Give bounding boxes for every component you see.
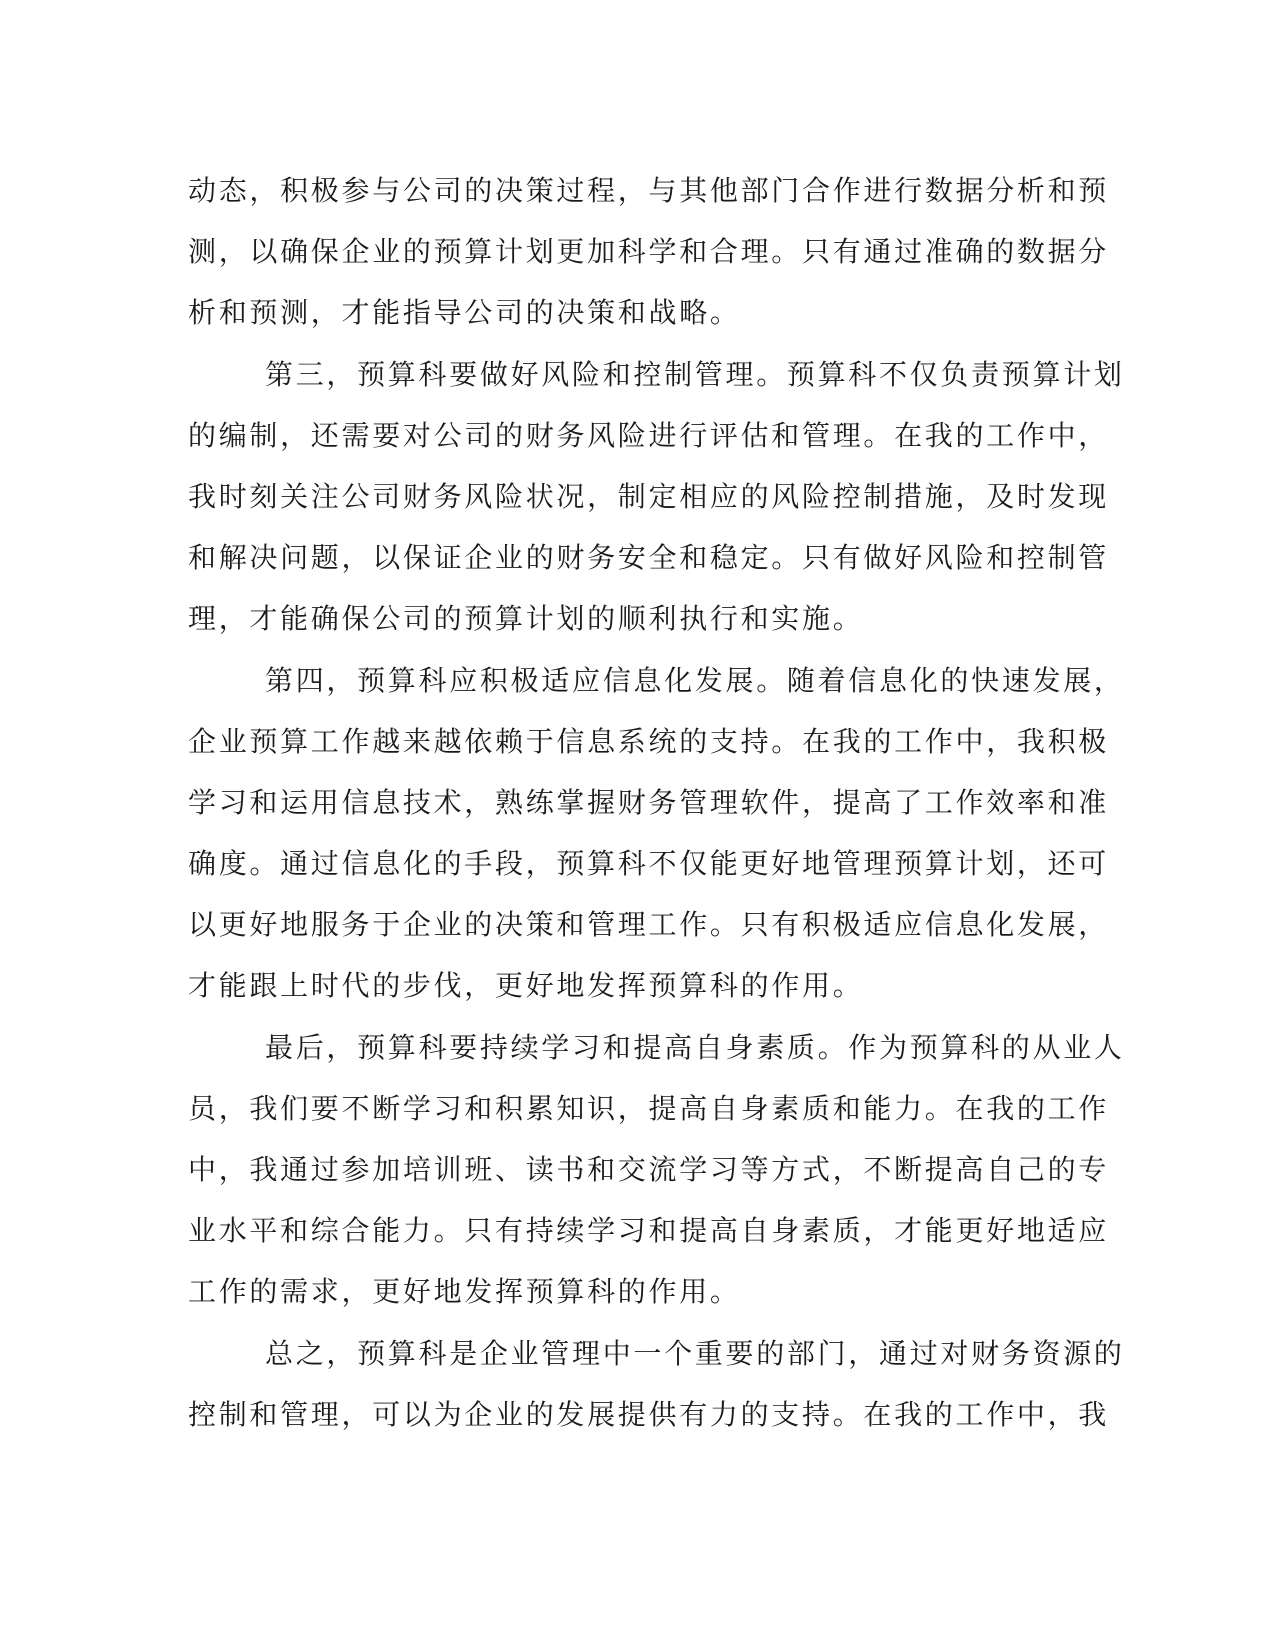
text-line: 确度。通过信息化的手段，预算科不仅能更好地管理预算计划，还可 [188,847,1110,881]
text-line: 企业预算工作越来越依赖于信息系统的支持。在我的工作中，我积极 [188,724,1110,758]
paragraph-first-line: 第四，预算科应积极适应信息化发展。随着信息化的快速发展， [265,663,1125,697]
text-line: 业水平和综合能力。只有持续学习和提高自身素质，才能更好地适应 [188,1214,1110,1248]
text-line: 员，我们要不断学习和积累知识，提高自身素质和能力。在我的工作 [188,1091,1110,1125]
text-line: 才能跟上时代的步伐，更好地发挥预算科的作用。 [188,969,864,1003]
text-line: 控制和管理，可以为企业的发展提供有力的支持。在我的工作中，我 [188,1397,1110,1431]
text-line: 我时刻关注公司财务风险状况，制定相应的风险控制措施，及时发现 [188,479,1110,513]
paragraph-first-line: 总之，预算科是企业管理中一个重要的部门，通过对财务资源的 [265,1336,1125,1370]
paragraph-first-line: 第三，预算科要做好风险和控制管理。预算科不仅负责预算计划 [265,357,1125,391]
text-line: 学习和运用信息技术，熟练掌握财务管理软件，提高了工作效率和准 [188,785,1110,819]
text-line: 析和预测，才能指导公司的决策和战略。 [188,296,741,330]
text-line: 中，我通过参加培训班、读书和交流学习等方式，不断提高自己的专 [188,1153,1110,1186]
text-line: 动态，积极参与公司的决策过程，与其他部门合作进行数据分析和预 [188,174,1110,207]
text-line: 和解决问题，以保证企业的财务安全和稳定。只有做好风险和控制管 [188,541,1110,575]
paragraph-first-line: 最后，预算科要持续学习和提高自身素质。作为预算科的从业人 [265,1030,1125,1064]
text-line: 理，才能确保公司的预算计划的顺利执行和实施。 [188,602,864,636]
text-line: 工作的需求，更好地发挥预算科的作用。 [188,1275,741,1309]
body-text [188,160,1125,1445]
text-line: 测，以确保企业的预算计划更加科学和合理。只有通过准确的数据分 [188,235,1110,269]
text-line: 的编制，还需要对公司的财务风险进行评估和管理。在我的工作中， [188,418,1110,452]
text-line: 以更好地服务于企业的决策和管理工作。只有积极适应信息化发展， [188,908,1110,942]
